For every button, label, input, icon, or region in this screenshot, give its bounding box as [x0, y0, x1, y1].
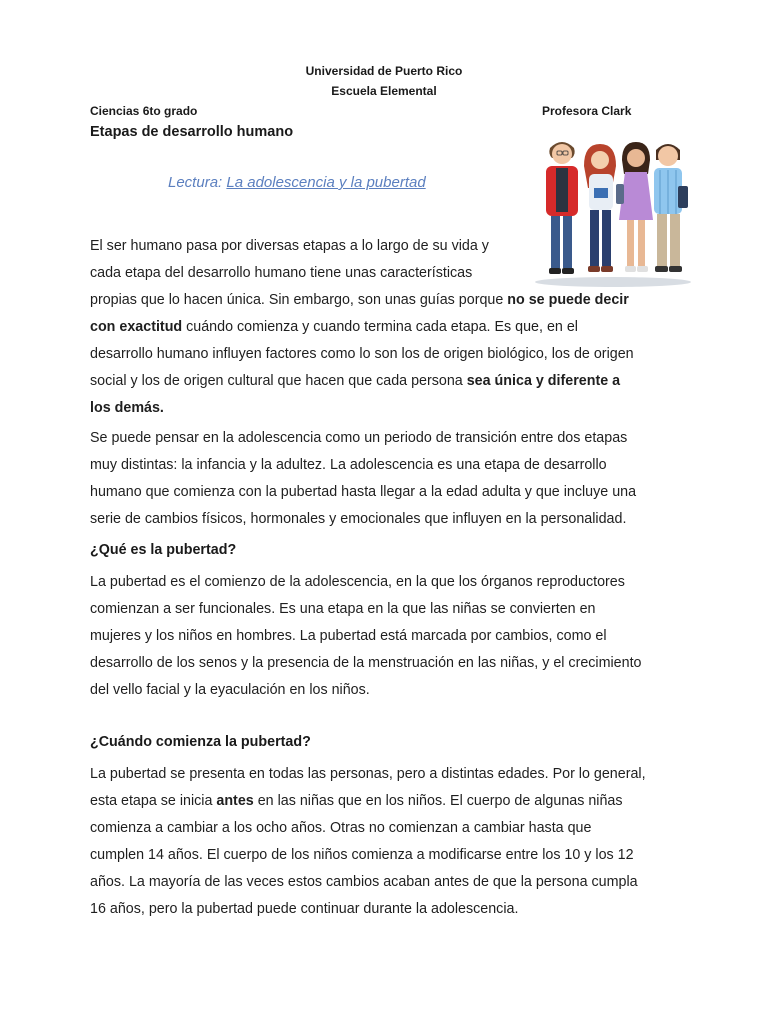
teacher-name: Profesora Clark — [542, 104, 632, 118]
reading-label: Lectura: — [168, 174, 227, 191]
paragraph-line: cumplen 14 años. El cuerpo de los niños comienza a modificarse entre los 10 y los 12 — [90, 847, 634, 863]
emphasis-text: antes — [216, 793, 254, 809]
document-title: Etapas de desarrollo humano — [90, 124, 294, 140]
emphasis-text: sea única y diferente a — [466, 373, 621, 389]
paragraph-line: La pubertad se presenta en todas las personas, pero a distintas edades. Por lo general, — [90, 766, 646, 782]
adolescence-paragraph — [90, 425, 636, 533]
emphasis-text: no se puede decir — [507, 292, 629, 308]
university-name: Universidad de Puerto Rico — [305, 64, 463, 78]
teen-boy-blue-shirt — [654, 144, 688, 272]
emphasis-text: los demás. — [90, 400, 164, 416]
paragraph-line: comienzan a ser funcionales. Es una etapa en la que las niñas se convierten en — [90, 601, 596, 617]
course-name: Ciencias 6to grado — [90, 104, 198, 118]
paragraph-line: mujeres y los niños en hombres. La pubertad está marcada por cambios, como el — [90, 628, 607, 644]
paragraph-line: cada etapa del desarrollo humano tiene unas características — [90, 265, 473, 281]
paragraph-line: Se puede pensar en la adolescencia como un periodo de transición entre dos etapas — [90, 430, 628, 446]
paragraph-line: 16 años, pero la pubertad puede continuar durante la adolescencia. — [90, 901, 519, 917]
paragraph-line: desarrollo humano influyen factores como lo son los de origen biológico, los de origen — [90, 346, 634, 362]
paragraph-line: con exactitud cuándo comienza y cuando termina cada etapa. Es que, en el — [90, 319, 578, 335]
paragraph-line — [90, 395, 634, 422]
reading-heading — [168, 174, 426, 191]
puberty-definition-paragraph — [90, 569, 642, 704]
paragraph-line: humano que comienza con la pubertad hasta llegar a la edad adulta y que incluye una — [90, 484, 637, 500]
paragraph-line: El ser humano pasa por diversas etapas a lo largo de su vida y — [90, 238, 489, 254]
school-name: Escuela Elemental — [331, 84, 437, 98]
puberty-onset-paragraph — [90, 761, 646, 923]
reading-topic: La adolescencia y la pubertad — [226, 174, 426, 191]
paragraph-line: La pubertad es el comienzo de la adolescencia, en la que los órganos reproductores — [90, 574, 625, 590]
paragraph-line: años. La mayoría de las veces estos cambios acaban antes de que la persona cumpla — [90, 874, 638, 890]
paragraph-line: desarrollo de los senos y la presencia de la menstruación en las niñas, y el crecimiento — [90, 655, 642, 671]
paragraph-line: del vello facial y la eyaculación en los niños. — [90, 682, 370, 698]
paragraph-line: social y los de origen cultural que hacen que cada persona sea única y diferente a — [90, 373, 621, 389]
question-heading: ¿Qué es la pubertad? — [90, 542, 237, 558]
paragraph-line: serie de cambios físicos, hormonales y emocionales que influyen en la personalidad. — [90, 511, 627, 527]
intro-paragraph — [90, 233, 634, 422]
paragraph-line: comienza a cambiar a los ocho años. Otras no comienzan a cambiar hasta que — [90, 820, 592, 836]
paragraph-line: propias que lo hacen única. Sin embargo, son unas guías porque no se puede decir — [90, 292, 629, 308]
paragraph-line: muy distintas: la infancia y la adultez. La adolescencia es una etapa de desarrollo — [90, 457, 607, 473]
emphasis-text: con exactitud — [90, 319, 183, 335]
question-heading: ¿Cuándo comienza la pubertad? — [90, 734, 311, 750]
paragraph-line: esta etapa se inicia antes en las niñas que en los niños. El cuerpo de algunas niñas — [90, 793, 623, 809]
